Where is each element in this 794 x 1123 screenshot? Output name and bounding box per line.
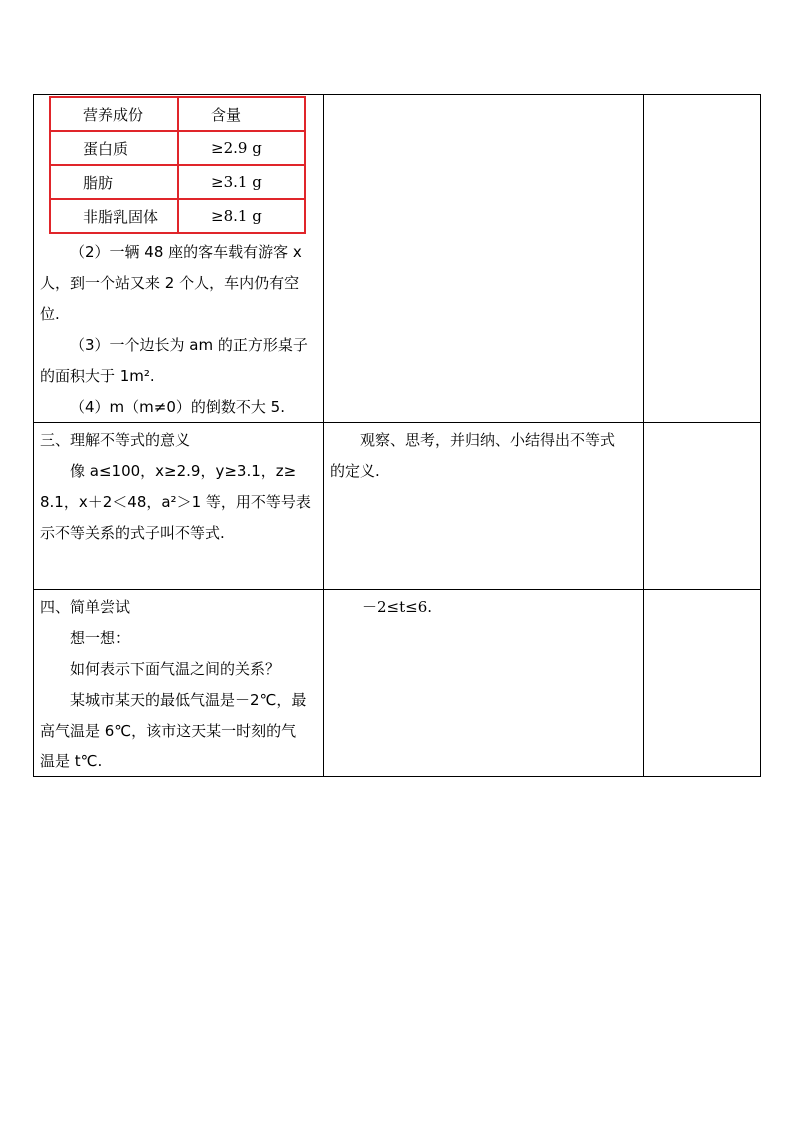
section-4-line-3: 某城市某天的最低气温是－2℃，最	[70, 691, 307, 709]
nutrition-header-cell: 含量	[178, 97, 305, 131]
item-3-line-2: 的面积大于 1m².	[40, 367, 155, 385]
item-2-line-1: （2）一辆 48 座的客车载有游客 x	[70, 243, 302, 261]
nutrient-name: 非脂乳固体	[50, 199, 178, 233]
section-4-line-4: 高气温是 6℃，该市这天某一时刻的气	[40, 722, 297, 740]
section-3-line-3: 示不等关系的式子叫不等式.	[40, 524, 225, 542]
section-3-title: 三、理解不等式的意义	[40, 431, 191, 449]
item-2-line-2: 人，到一个站又来 2 个人，车内仍有空	[40, 274, 300, 292]
nutrition-header-row	[50, 97, 305, 131]
section-3-line-2: 8.1，x＋2＜48，a²＞1 等，用不等号表	[40, 493, 311, 511]
nutrient-amount: ≥3.1 g	[178, 165, 305, 199]
section-4-line-1: 想一想：	[70, 629, 131, 647]
nutrient-name: 蛋白质	[50, 131, 178, 165]
section-4-title: 四、简单尝试	[40, 598, 131, 616]
nutrition-row	[50, 131, 305, 165]
table-border-top	[33, 94, 761, 95]
nutrition-header-cell: 营养成份	[50, 97, 178, 131]
item-4: （4）m（m≠0）的倒数不大 5.	[70, 398, 285, 416]
table-col-divider-1	[323, 94, 324, 777]
section-4-line-2: 如何表示下面气温之间的关系？	[70, 660, 281, 678]
nutrition-table	[49, 96, 306, 234]
nutrient-amount: ≥2.9 g	[178, 131, 305, 165]
nutrient-amount: ≥8.1 g	[178, 199, 305, 233]
section-3-line-1: 像 a≤100，x≥2.9，y≥3.1，z≥	[70, 462, 297, 480]
activity-line-1: 观察、思考，并归纳、小结得出不等式	[360, 431, 616, 449]
item-3-line-1: （3）一个边长为 am 的正方形桌子	[70, 336, 308, 354]
section-4-answer: －2≤t≤6.	[362, 598, 433, 616]
table-border-right	[760, 94, 761, 777]
table-col-divider-2	[643, 94, 644, 777]
table-border-left	[33, 94, 34, 777]
item-2-line-3: 位.	[40, 305, 60, 323]
section-4-line-5: 温是 t℃.	[40, 752, 103, 770]
nutrition-row	[50, 165, 305, 199]
table-row-divider-2	[33, 589, 761, 590]
nutrition-row	[50, 199, 305, 233]
activity-line-2: 的定义.	[330, 462, 380, 480]
nutrient-name: 脂肪	[50, 165, 178, 199]
